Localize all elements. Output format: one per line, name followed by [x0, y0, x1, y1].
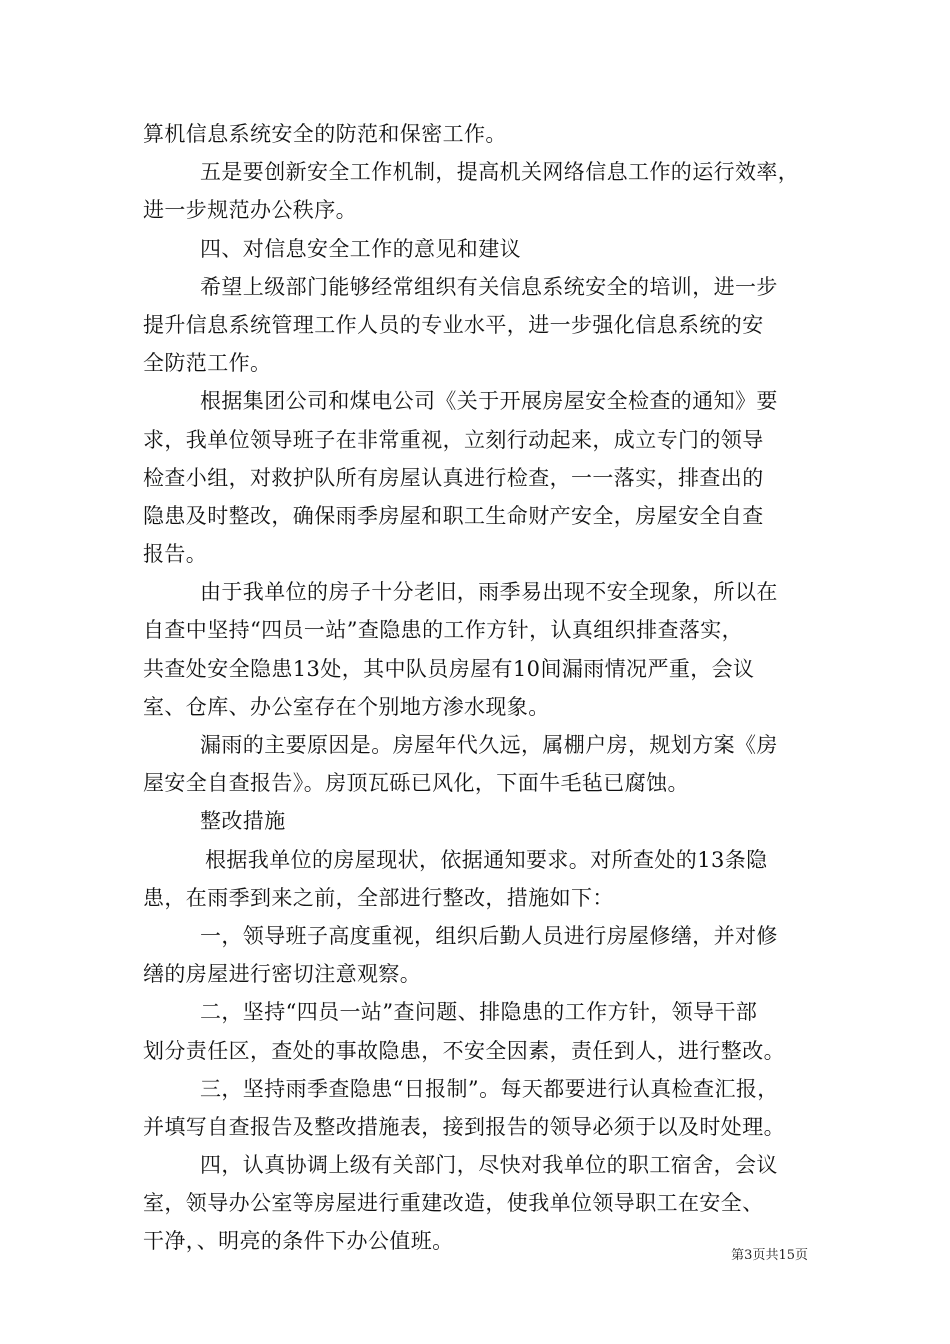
- text-line: 缮的房屋进行密切注意观察。: [143, 962, 422, 987]
- text-line: 共查处安全隐患13处，其中队员房屋有10间漏雨情况严重，会议: [143, 656, 755, 681]
- text-line: 四、对信息安全工作的意见和建议: [200, 236, 521, 261]
- body-text: [143, 115, 808, 1261]
- text-line: 屋安全自查报告》。房顶瓦砾已风化，下面牛毛毡已腐蚀。: [143, 771, 689, 796]
- text-line: 希望上级部门能够经常组织有关信息系统安全的培训，进一步: [200, 274, 778, 299]
- text-line: 室、仓库、办公室存在个别地方渗水现象。: [143, 694, 550, 719]
- text-line: 报告。: [143, 542, 208, 567]
- text-line: 求，我单位领导班子在非常重视，立刻行动起来，成立专门的领导: [143, 427, 764, 452]
- text-line: 一，领导班子高度重视，组织后勤人员进行房屋修缮，并对修: [200, 923, 778, 948]
- text-line: 隐患及时整改，确保雨季房屋和职工生命财产安全，房屋安全自查: [143, 503, 764, 528]
- text-line: 室，领导办公室等房屋进行重建改造，使我单位领导职工在安全、: [143, 1191, 764, 1216]
- text-line: 自查中坚持“四员一站”查隐患的工作方针，认真组织排查落实，: [143, 618, 744, 643]
- text-line: 四，认真协调上级有关部门，尽快对我单位的职工宿舍，会议: [200, 1153, 778, 1178]
- text-line: 进一步规范办公秩序。: [143, 198, 357, 223]
- text-line: 整改措施: [200, 809, 286, 834]
- text-line: 检查小组，对救护队所有房屋认真进行检查，一一落实，排查出的: [143, 465, 764, 490]
- text-line: 漏雨的主要原因是。房屋年代久远，属棚户房，规划方案《房: [200, 733, 778, 757]
- text-line: 并填写自查报告及整改措施表，接到报告的领导必须于以及时处理。: [143, 1114, 785, 1139]
- text-line: 三，坚持雨季查隐患“日报制”。每天都要进行认真检查汇报，: [200, 1076, 779, 1101]
- text-line: 根据我单位的房屋现状，依据通知要求。对所查处的13条隐: [205, 847, 768, 872]
- text-line: 患，在雨季到来之前，全部进行整改，措施如下：: [143, 885, 614, 910]
- text-line: 划分责任区，查处的事故隐患，不安全因素，责任到人，进行整改。: [143, 1038, 785, 1063]
- text-line: 根据集团公司和煤电公司《关于开展房屋安全检查的通知》要: [200, 389, 778, 414]
- text-line: 由于我单位的房子十分老旧，雨季易出现不安全现象，所以在: [200, 580, 778, 605]
- text-line: 提升信息系统管理工作人员的专业水平，进一步强化信息系统的安: [143, 312, 764, 337]
- text-line: 干净，、明亮的条件下办公值班。: [143, 1229, 454, 1254]
- page-number: 第3页共15页: [731, 1248, 808, 1263]
- text-line: 五是要创新安全工作机制，提高机关网络信息工作的运行效率，: [200, 160, 800, 185]
- text-line: 全防范工作。: [143, 351, 272, 376]
- text-line: 二，坚持“四员一站”查问题、排隐患的工作方针，领导干部: [200, 1000, 758, 1025]
- text-line: 算机信息系统安全的防范和保密工作。: [143, 122, 507, 146]
